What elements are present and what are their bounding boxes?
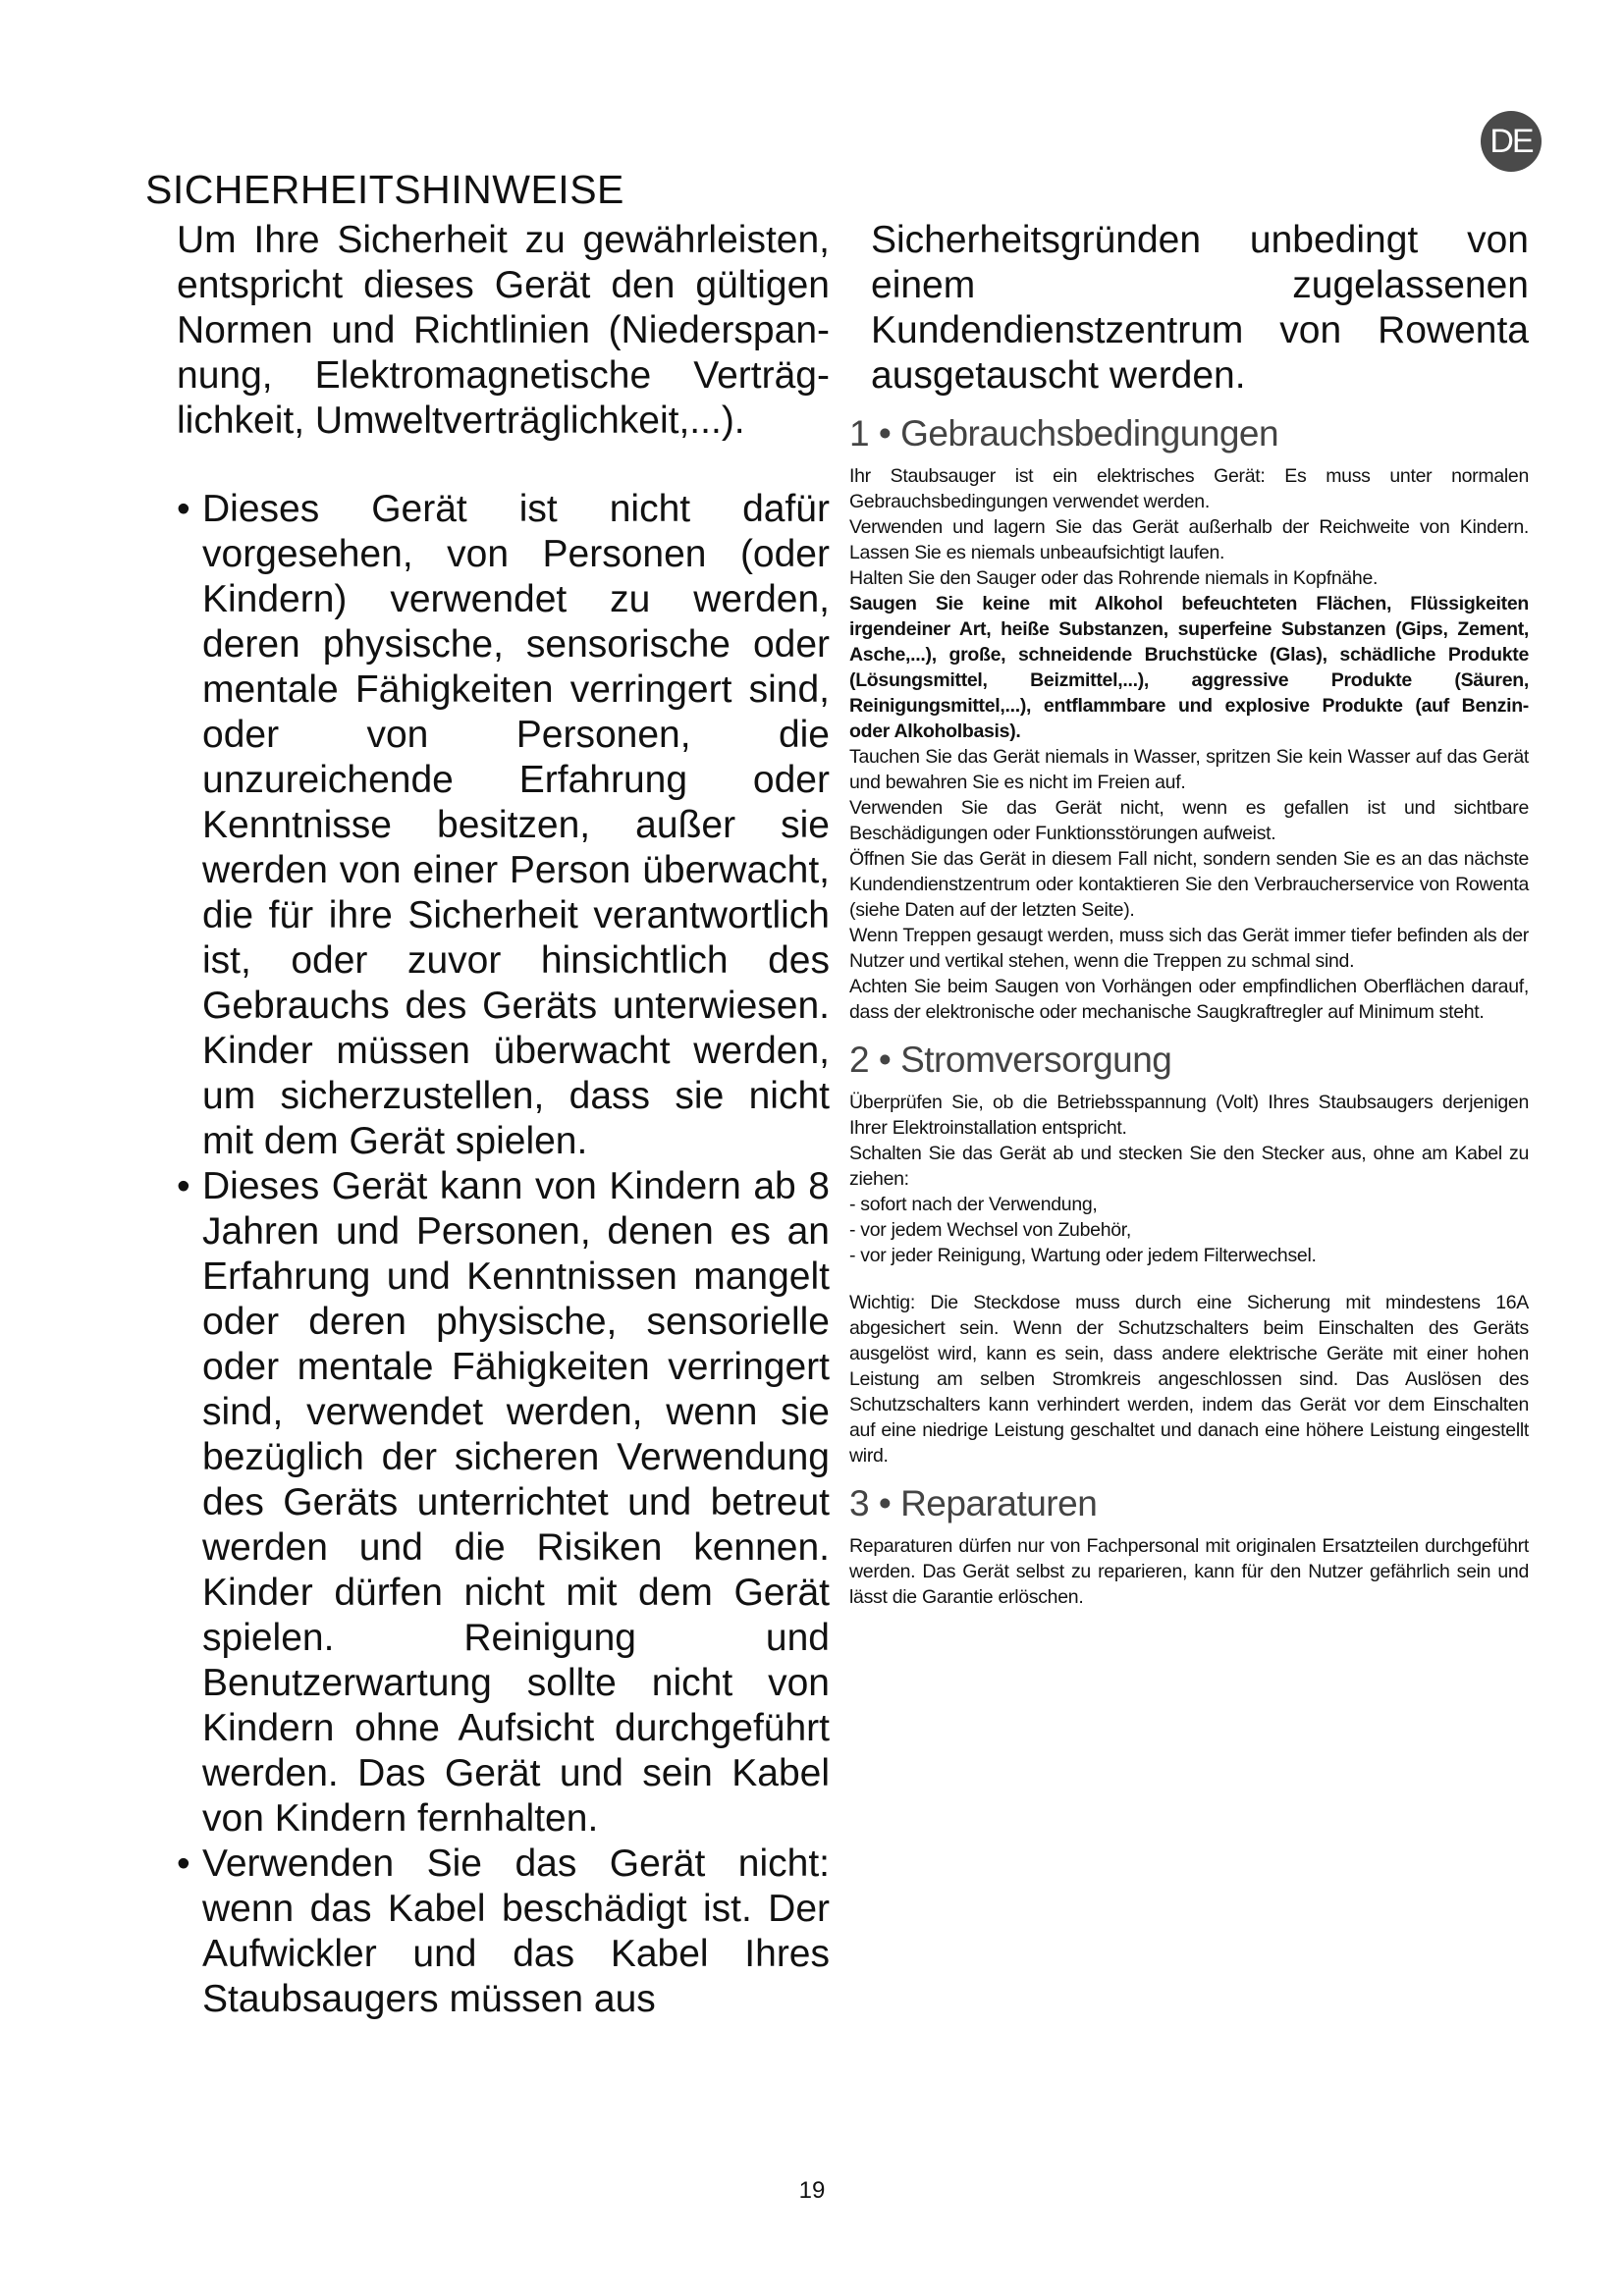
left-column [177,218,830,2022]
section-heading-usage: 1 • Gebrauchsbedingungen [849,413,1279,454]
intro-paragraph: Um Ihre Sicherheit zu gewährleisten, entspricht dieses Gerät den gültigen Normen und Richtlinien (Niederspan-nung, Elektromagnetische Verträg-lichkeit, Umweltverträglichkeit,...). [177,219,830,442]
power-important-paragraph: Wichtig: Die Steckdose muss durch eine Sicherung mit mindestens 16A abgesichert sein. Wenn der Schutzschalters beim Einschalten des Geräts ausgelöst wird, kann es sein, dass andere elektrische Geräte mit einer hohen Leistung am selben Stromkreis angeschlossen sind. Das Auslösen des Schutzschalters kann verhindert werden, indem das Gerät vor dem Einschalten auf eine niedrige Leistung geschaltet und danach eine höhere Leistung eingestellt wird. [849,1292,1529,1467]
page-number: 19 [798,2177,826,2204]
repairs-paragraph: Reparaturen dürfen nur von Fachpersonal mit originalen Ersatzteilen durchgeführt werden. Das Gerät selbst zu reparieren, kann für den Nutzer gefährlich sein und lässt die Garantie erlöschen. [849,1535,1529,1608]
usage-paragraph: Ihr Staubsauger ist ein elektrisches Gerät: Es muss unter normalen Gebrauchsbedingungen verwendet werden. [849,465,1529,512]
safety-bullet: • Dieses Gerät ist nicht dafür vorgesehen, von Personen (oder Kindern) verwendet zu werden, deren physische, sensorische oder mentale Fähigkeiten verringert sind, oder von Personen, die unzureichende Erfahrung oder Kenntnisse besitzen, außer sie werden von einer Person überwacht, die für ihre Sicherheit verantwortlich ist, oder zuvor hinsichtlich des Gebrauchs des Geräts unterwiesen. Kinder müssen überwacht werden, um sicherzustellen, dass sie nicht mit dem Gerät spielen. [177,487,830,1164]
usage-paragraph: Öffnen Sie das Gerät in diesem Fall nicht, sondern senden Sie es an das nächste Kundendienstzentrum oder kontaktieren Sie den Verbraucherservice von Rowenta (siehe Daten auf der letzten Seite). [849,848,1529,921]
page-title: SICHERHEITSHINWEISE [145,167,624,212]
power-paragraph: Überprüfen Sie, ob die Betriebsspannung (Volt) Ihres Staubsaugers derjenigen Ihrer Elektroinstallation entspricht. [849,1092,1529,1139]
usage-warning-paragraph: Saugen Sie keine mit Alkohol befeuchteten Flächen, Flüssigkeiten irgendeiner Art, heiße Substanzen, superfeine Substanzen (Gips, Zement, Asche,...), große, schneidende Bruchstücke (Glas), schädliche Produkte (Lösungsmittel, Beizmittel,...), aggressive Produkte (Säuren, Reinigungsmittel,...), entflammbare und explosive Produkte (auf Benzin- oder Alkoholbasis). [849,593,1529,742]
usage-paragraph: Verwenden Sie das Gerät nicht, wenn es gefallen ist und sichtbare Beschädigungen oder Funktionsstörungen aufweist. [849,797,1529,844]
safety-bullet: • Dieses Gerät kann von Kindern ab 8 Jahren und Personen, denen es an Erfahrung und Kenntnissen mangelt oder deren physische, sensorielle oder mentale Fähigkeiten verringert sind, verwendet werden, wenn sie bezüglich der sicheren Verwendung des Geräts unterrichtet und betreut werden und die Risiken kennen. Kinder dürfen nicht mit dem Gerät spielen. Reinigung und Benutzerwartung sollte nicht von Kindern ohne Aufsicht durchgeführt werden. Das Gerät und sein Kabel von Kindern fernhalten. [177,1164,830,1842]
power-list-item: - vor jedem Wechsel von Zubehör, [849,1219,1132,1241]
usage-paragraph: Halten Sie den Sauger oder das Rohrende niemals in Kopfnähe. [849,567,1379,589]
safety-bullet-list [177,487,830,2022]
power-paragraph: Schalten Sie das Gerät ab und stecken Sie den Stecker aus, ohne am Kabel zu ziehen: [849,1143,1529,1190]
usage-paragraph: Achten Sie beim Saugen von Vorhängen oder empfindlichen Oberflächen darauf, dass der elektronische oder mechanische Saugkraftregler auf Minimum steht. [849,976,1529,1023]
section-heading-repairs: 3 • Reparaturen [849,1483,1098,1523]
usage-paragraph: Tauchen Sie das Gerät niemals in Wasser, spritzen Sie kein Wasser auf das Gerät und bewahren Sie es nicht im Freien auf. [849,746,1529,793]
section-heading-power: 2 • Stromversorgung [849,1040,1172,1080]
right-column [849,218,1529,1610]
language-badge: DE [1481,111,1542,172]
power-list-item: - sofort nach der Verwendung, [849,1194,1098,1215]
usage-paragraph: Wenn Treppen gesaugt werden, muss sich das Gerät immer tiefer befinden als der Nutzer und vertikal stehen, wenn die Treppen zu schmal sind. [849,925,1529,972]
continued-paragraph: Sicherheitsgründen unbedingt von einem zugelassenen Kundendienstzentrum von Rowenta ausgetauscht werden. [871,219,1529,397]
power-list-item: - vor jeder Reinigung, Wartung oder jedem Filterwechsel. [849,1245,1317,1266]
usage-paragraph: Verwenden und lagern Sie das Gerät außerhalb der Reichweite von Kindern. Lassen Sie es niemals unbeaufsichtigt laufen. [849,516,1529,563]
safety-bullet: • Verwenden Sie das Gerät nicht: wenn das Kabel beschädigt ist. Der Aufwickler und das Kabel Ihres Staubsaugers müssen aus [177,1842,830,2022]
